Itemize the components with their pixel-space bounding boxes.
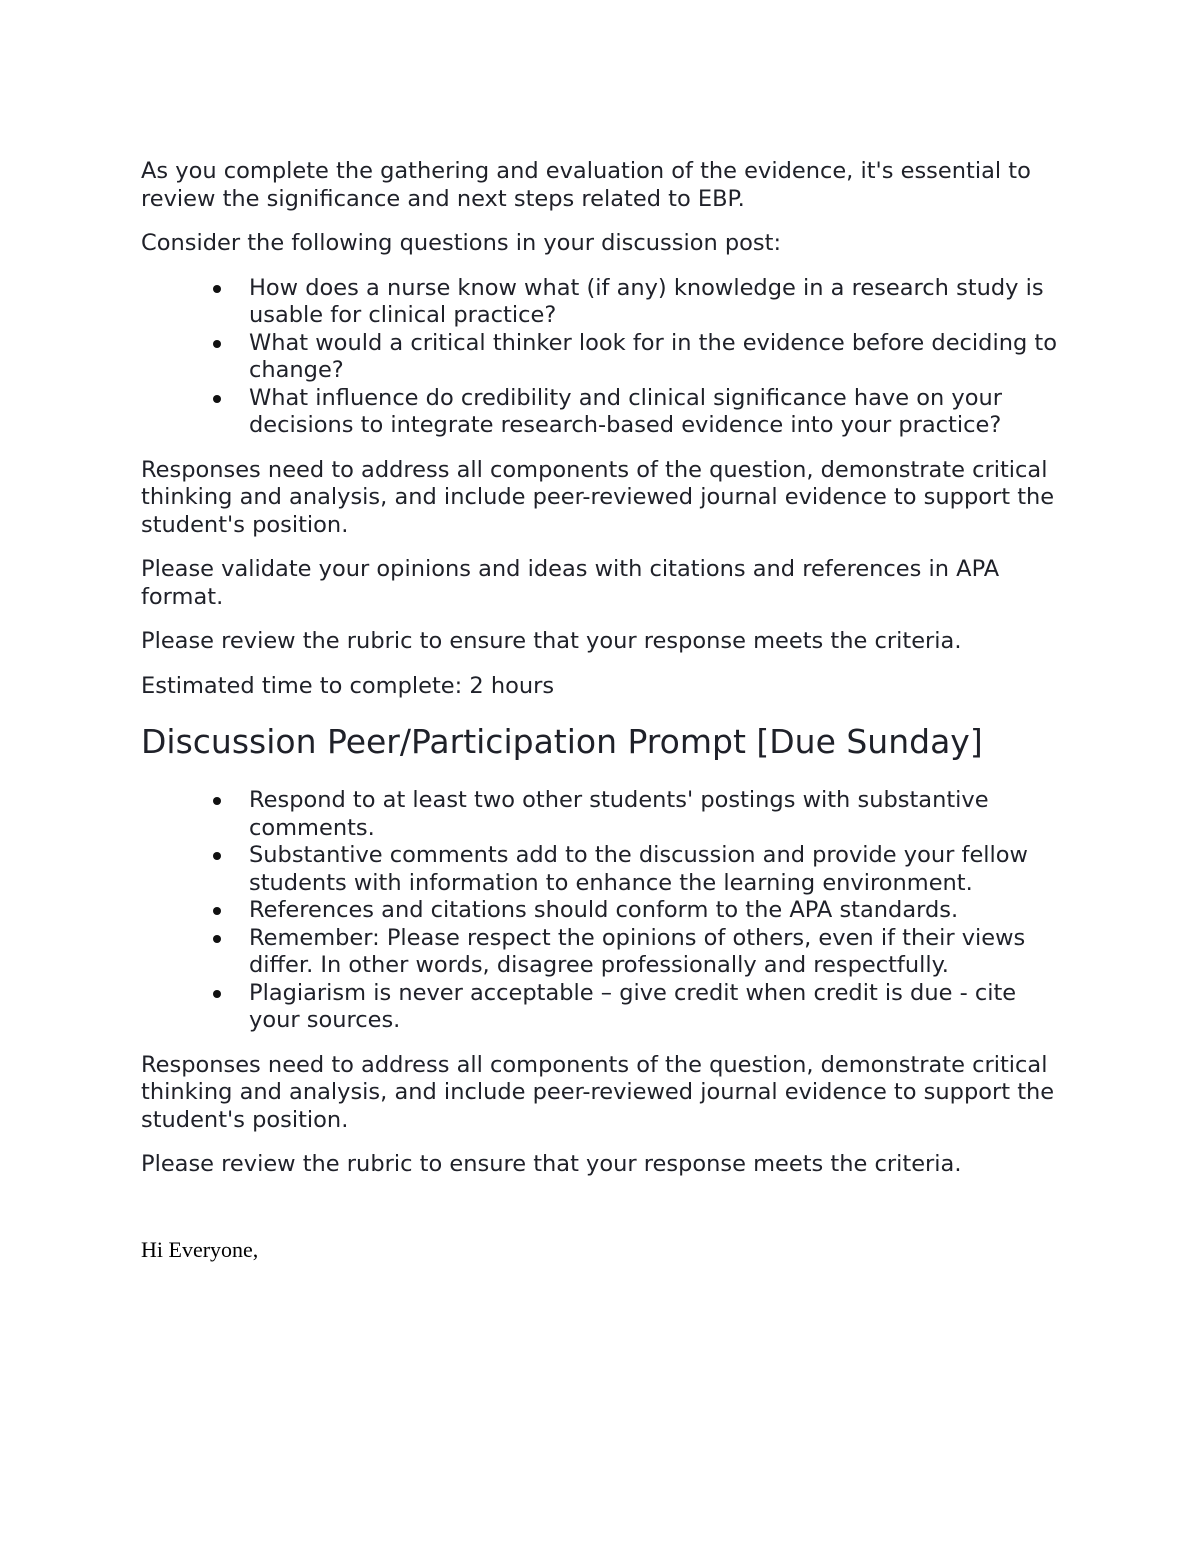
document-page [141,158,1071,1263]
bullet-icon [213,340,221,348]
signoff: Hi Everyone, [141,1236,259,1262]
bullet-icon [213,990,221,998]
time-estimate: Estimated time to complete: 2 hours [141,672,555,699]
list-item: What would a critical thinker look for in the evidence before deciding to change? [141,330,1071,385]
list-item: What influence do credibility and clinical significance have on your decisions to integrate research-based evidence into your practice? [141,385,1071,440]
intro-paragraph: As you complete the gathering and evaluation of the evidence, it's essential to review the significance and next steps related to EBP. [141,158,1031,212]
bullet-icon [213,852,221,860]
peer-responses-paragraph: Responses need to address all components of the question, demonstrate critical thinking and analysis, and include peer-reviewed journal evidence to support the student's position. [141,1051,1055,1133]
peer-list [141,787,1071,1035]
bullet-icon [213,935,221,943]
list-item: Substantive comments add to the discussion and provide your fellow students with information to enhance the learning environment. [141,842,1071,897]
list-item: Remember: Please respect the opinions of others, even if their views differ. In other words, disagree professionally and respectfully. [141,925,1071,980]
validate-paragraph: Please validate your opinions and ideas with citations and references in APA format. [141,556,1000,610]
questions-lead: Consider the following questions in your discussion post: [141,230,782,256]
peer-section-heading: Discussion Peer/Participation Prompt [Due Sunday] [141,722,983,761]
peer-rubric-paragraph: Please review the rubric to ensure that your response meets the criteria. [141,1151,962,1177]
bullet-icon [213,797,221,805]
list-item: How does a nurse know what (if any) knowledge in a research study is usable for clinical practice? [141,275,1071,330]
rubric-paragraph: Please review the rubric to ensure that your response meets the criteria. [141,628,962,654]
bullet-icon [213,907,221,915]
questions-list [141,275,1071,440]
list-item: References and citations should conform to the APA standards. [141,897,1071,925]
responses-paragraph: Responses need to address all components of the question, demonstrate critical thinking and analysis, and include peer-reviewed journal evidence to support the student's position. [141,456,1055,538]
list-item: Plagiarism is never acceptable – give credit when credit is due - cite your sources. [141,980,1071,1035]
bullet-icon [213,285,221,293]
list-item: Respond to at least two other students' postings with substantive comments. [141,787,1071,842]
bullet-icon [213,395,221,403]
